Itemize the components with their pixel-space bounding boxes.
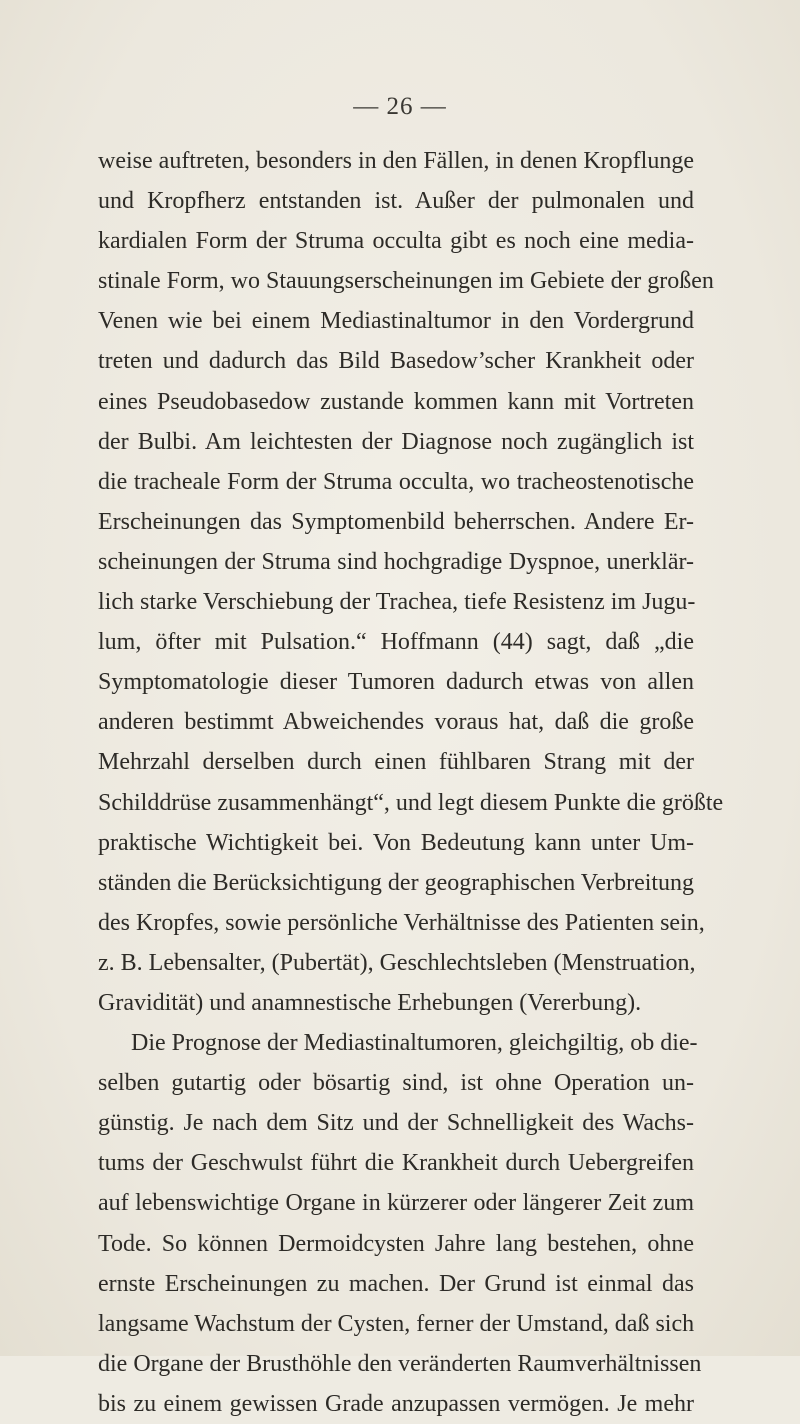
text-line: eines Pseudobasedow zustande kommen kann mit Vortreten bbox=[98, 388, 694, 415]
paragraph-end-line: Gravidität) und anamnestische Erhebungen (Vererbung). bbox=[98, 989, 642, 1016]
text-line: praktische Wichtigkeit bei. Von Bedeutung kann unter Um- bbox=[98, 829, 694, 856]
text-line: der Bulbi. Am leichtesten der Diagnose noch zugänglich ist bbox=[98, 428, 694, 455]
text-line: tums der Geschwulst führt die Krankheit durch Uebergreifen bbox=[98, 1150, 694, 1177]
text-line: stinale Form, wo Stauungserscheinungen im Gebiete der großen bbox=[98, 268, 714, 295]
text-line: Symptomatologie dieser Tumoren dadurch etwas von allen bbox=[98, 669, 694, 696]
text-line: langsame Wachstum der Cysten, ferner der Umstand, daß sich bbox=[98, 1310, 695, 1337]
text-line: kardialen Form der Struma occulta gibt es noch eine media- bbox=[98, 228, 694, 255]
text-line: die Organe der Brusthöhle den veränderten Raumverhältnissen bbox=[98, 1350, 702, 1377]
text-line: günstig. Je nach dem Sitz und der Schnelligkeit des Wachs- bbox=[98, 1110, 694, 1137]
paragraph-start-line: Die Prognose der Mediastinaltumoren, gleichgiltig, ob die- bbox=[131, 1030, 698, 1057]
body-text bbox=[98, 141, 724, 1424]
text-line: Tode. So können Dermoidcysten Jahre lang bestehen, ohne bbox=[98, 1230, 694, 1257]
text-line: weise auftreten, besonders in den Fällen, in denen Kropflunge bbox=[98, 148, 694, 174]
text-line: die tracheale Form der Struma occulta, wo tracheostenotische bbox=[98, 468, 694, 495]
text-line: treten und dadurch das Bild Basedow’scher Krankheit oder bbox=[98, 348, 694, 375]
text-line: lum, öfter mit Pulsation.“ Hoffmann (44) sagt, daß „die bbox=[98, 629, 694, 656]
text-line: bis zu einem gewissen Grade anzupassen vermögen. Je mehr bbox=[98, 1390, 694, 1417]
text-line: ständen die Berücksichtigung der geographischen Verbreitung bbox=[98, 869, 695, 896]
text-line: z. B. Lebensalter, (Pubertät), Geschlechtsleben (Menstruation, bbox=[98, 949, 696, 976]
text-line: ernste Erscheinungen zu machen. Der Grund ist einmal das bbox=[98, 1270, 694, 1297]
text-line: anderen bestimmt Abweichendes voraus hat, daß die große bbox=[98, 709, 694, 736]
text-line: selben gutartig oder bösartig sind, ist ohne Operation un- bbox=[98, 1070, 694, 1097]
text-line: lich starke Verschiebung der Trachea, tiefe Resistenz im Jugu- bbox=[98, 589, 696, 616]
text-line: auf lebenswichtige Organe in kürzerer oder längerer Zeit zum bbox=[98, 1190, 694, 1217]
text-line: scheinungen der Struma sind hochgradige Dyspnoe, unerklär- bbox=[98, 548, 694, 575]
text-line: Mehrzahl derselben durch einen fühlbaren Strang mit der bbox=[98, 749, 694, 776]
text-line: des Kropfes, sowie persönliche Verhältnisse des Patienten sein, bbox=[98, 909, 705, 936]
text-line: Venen wie bei einem Mediastinaltumor in den Vordergrund bbox=[98, 308, 694, 335]
text-line: und Kropfherz entstanden ist. Außer der pulmonalen und bbox=[98, 188, 694, 215]
page-number: — 26 — bbox=[353, 93, 447, 120]
text-line: Schilddrüse zusammenhängt“, und legt diesem Punkte die größte bbox=[98, 789, 724, 816]
text-line: Erscheinungen das Symptomenbild beherrschen. Andere Er- bbox=[98, 508, 694, 535]
